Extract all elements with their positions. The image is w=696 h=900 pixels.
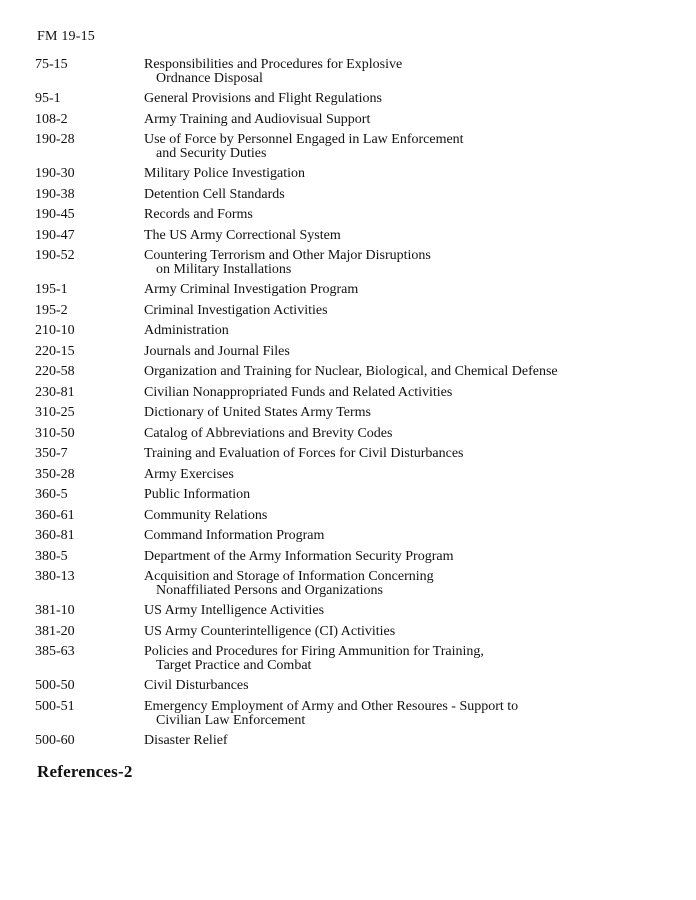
reference-row [35,700,675,734]
reference-title: Civil Disturbances [144,678,249,693]
reference-row [35,447,675,468]
reference-number: 500-51 [35,698,75,714]
reference-title: Emergency Employment of Army and Other Resoures - Support to Civilian Law Enforcement [144,698,519,728]
reference-title: Responsibilities and Procedures for Explosive Ordnance Disposal [144,57,403,86]
reference-row [35,625,675,646]
reference-number: 195-2 [35,302,68,318]
reference-title: Administration [144,323,229,338]
reference-title: Acquisition and Storage of Information Concerning Nonaffiliated Persons and Organizations [144,569,434,598]
reference-row [35,249,675,283]
reference-number: 385-63 [35,644,75,659]
reference-title: Command Information Program [144,528,325,543]
reference-number: 380-5 [35,548,68,564]
reference-title: Community Relations [144,507,268,523]
reference-row [35,92,675,113]
reference-number: 350-7 [35,446,68,461]
reference-row [35,679,675,700]
reference-title: Use of Force by Personnel Engaged in Law Enforcement and Security Duties [144,132,464,161]
reference-number: 381-20 [35,623,75,639]
reference-row [35,509,675,530]
reference-row [35,645,675,679]
reference-row [35,133,675,167]
page-footer: References-2 [37,762,133,781]
reference-number: 220-58 [35,364,75,379]
reference-number: 350-28 [35,466,75,482]
reference-title: General Provisions and Flight Regulations [144,91,382,106]
reference-number: 381-10 [35,603,75,618]
reference-number: 310-50 [35,425,75,441]
reference-title: Department of the Army Information Security Program [144,548,454,564]
reference-row [35,570,675,604]
reference-title: Disaster Relief [144,732,228,748]
reference-title: US Army Intelligence Activities [144,603,325,618]
reference-title: Criminal Investigation Activities [144,302,328,318]
reference-number: 75-15 [35,57,68,72]
reference-row [35,113,675,134]
reference-number: 360-5 [35,487,68,502]
reference-number: 230-81 [35,384,75,400]
reference-row [35,304,675,325]
reference-row [35,529,675,550]
reference-title: Dictionary of United States Army Terms [144,405,372,420]
reference-row [35,386,675,407]
reference-title: Army Exercises [144,466,234,482]
reference-title: Detention Cell Standards [144,186,285,202]
reference-row [35,604,675,625]
reference-number: 220-15 [35,343,75,359]
reference-number: 310-25 [35,405,75,420]
reference-row [35,488,675,509]
reference-number: 380-13 [35,569,75,584]
reference-title: Training and Evaluation of Forces for Civil Disturbances [144,446,464,461]
page-header: FM 19-15 [37,29,95,44]
reference-row [35,427,675,448]
reference-title: Civilian Nonappropriated Funds and Related Activities [144,384,453,400]
reference-number: 190-38 [35,186,75,202]
reference-number: 190-28 [35,132,75,147]
reference-number: 190-47 [35,227,75,243]
reference-title: Countering Terrorism and Other Major Disruptions on Military Installations [144,248,431,277]
reference-number: 190-30 [35,166,75,181]
reference-row [35,406,675,427]
reference-number: 95-1 [35,91,61,106]
reference-title: Journals and Journal Files [144,343,290,359]
reference-row [35,167,675,188]
reference-list [35,58,675,754]
reference-row [35,188,675,209]
reference-number: 190-52 [35,248,75,263]
reference-title: The US Army Correctional System [144,227,341,243]
reference-row [35,208,675,229]
reference-title: Military Police Investigation [144,166,305,181]
reference-number: 360-81 [35,528,75,543]
reference-row [35,734,675,755]
reference-row [35,58,675,92]
reference-row [35,365,675,386]
reference-title: Army Criminal Investigation Program [144,282,359,297]
reference-row [35,345,675,366]
reference-title: Policies and Procedures for Firing Ammunition for Training, Target Practice and Combat [144,644,484,673]
reference-title: Public Information [144,487,251,502]
reference-title: US Army Counterintelligence (CI) Activities [144,623,396,639]
reference-row [35,324,675,345]
reference-row [35,229,675,250]
reference-number: 190-45 [35,207,75,222]
reference-number: 195-1 [35,282,68,297]
reference-number: 108-2 [35,111,68,127]
reference-number: 210-10 [35,323,75,338]
reference-row [35,468,675,489]
reference-number: 360-61 [35,507,75,523]
reference-row [35,550,675,571]
reference-number: 500-60 [35,732,75,748]
reference-row [35,283,675,304]
reference-title: Catalog of Abbreviations and Brevity Codes [144,425,393,441]
reference-title: Organization and Training for Nuclear, Biological, and Chemical Defense [144,364,558,379]
reference-title: Records and Forms [144,207,253,222]
reference-number: 500-50 [35,678,75,693]
reference-title: Army Training and Audiovisual Support [144,111,371,127]
